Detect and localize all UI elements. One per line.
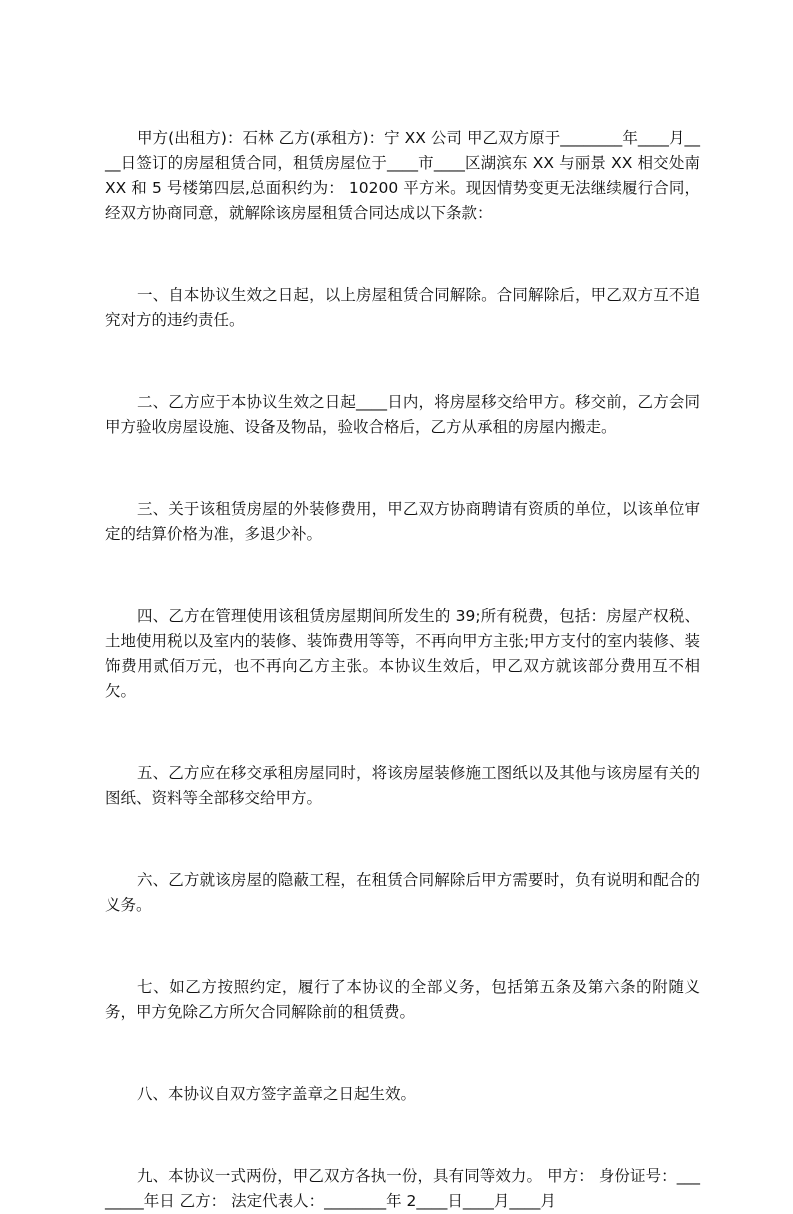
preamble-paragraph: 甲方(出租方)：石林 乙方(承租方)：宁 XX 公司 甲乙双方原于________年____月____日签订的房屋租赁合同，租赁房屋位于____市____区湖滨东 XX 与丽景 XX 相交处南 XX 和 5 号楼第四层,总面积约为： 10200 平方米。现因情势变更无法继续履行合同，经双方协商同意，就解除该房屋租赁合同达成以下条款： (105, 129, 700, 222)
clause-6-paragraph: 六、乙方就该房屋的隐蔽工程，在租赁合同解除后甲方需要时，负有说明和配合的义务。 (105, 871, 700, 914)
clause-8-paragraph: 八、本协议自双方签字盖章之日起生效。 (137, 1085, 417, 1103)
clause-9-signature-paragraph: 九、本协议一式两份，甲乙双方各执一份，具有同等效力。 甲方： 身份证号：________年日 乙方： 法定代表人：________年 2____日____月____月 (105, 1167, 700, 1210)
clause-7-paragraph: 七、如乙方按照约定，履行了本协议的全部义务，包括第五条及第六条的附随义务，甲方免除乙方所欠合同解除前的租赁费。 (105, 978, 700, 1021)
document-body (105, 126, 700, 1214)
clause-4-paragraph: 四、乙方在管理使用该租赁房屋期间所发生的 39;所有税费，包括：房屋产权税、土地使用税以及室内的装修、装饰费用等等，不再向甲方主张;甲方支付的室内装修、装饰费用贰佰万元，也不再向乙方主张。本协议生效后，甲乙双方就该部分费用互不相欠。 (105, 607, 700, 700)
clause-2-paragraph: 二、乙方应于本协议生效之日起____日内，将房屋移交给甲方。移交前，乙方会同甲方验收房屋设施、设备及物品，验收合格后，乙方从承租的房屋内搬走。 (105, 393, 700, 436)
clause-3-paragraph: 三、关于该租赁房屋的外装修费用，甲乙双方协商聘请有资质的单位，以该单位审定的结算价格为准，多退少补。 (105, 500, 700, 543)
clause-1-paragraph: 一、自本协议生效之日起，以上房屋租赁合同解除。合同解除后，甲乙双方互不追究对方的违约责任。 (105, 286, 700, 329)
clause-5-paragraph: 五、乙方应在移交承租房屋同时，将该房屋装修施工图纸以及其他与该房屋有关的图纸、资料等全部移交给甲方。 (105, 764, 700, 807)
